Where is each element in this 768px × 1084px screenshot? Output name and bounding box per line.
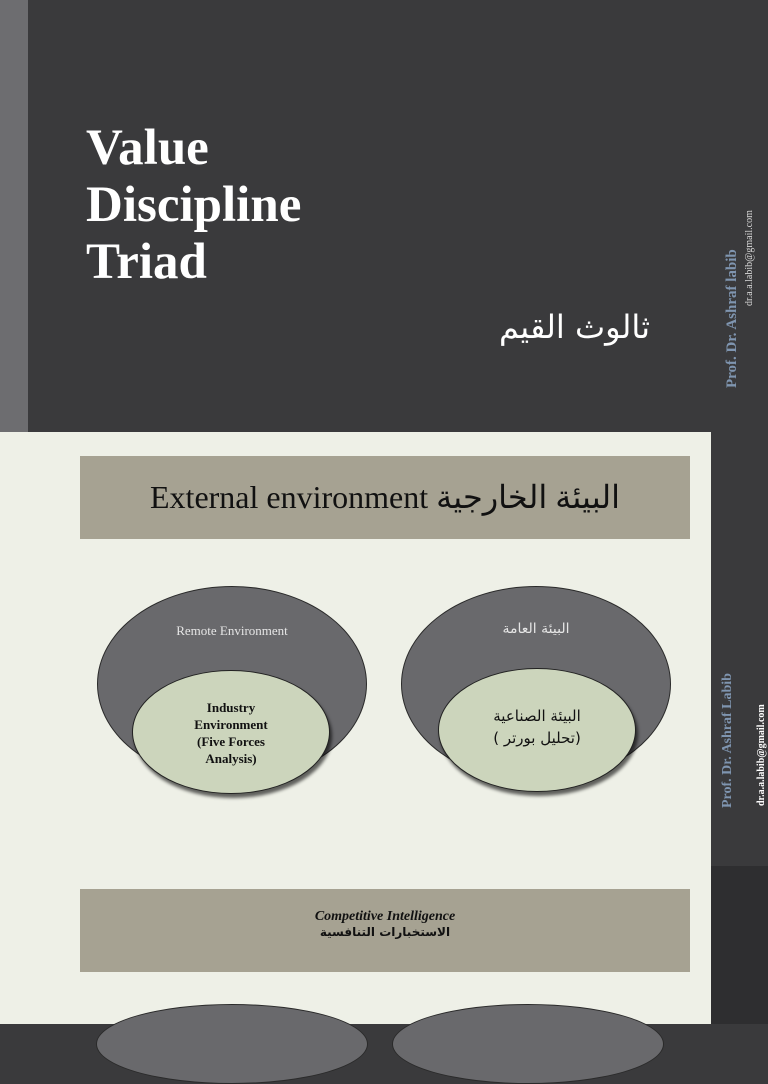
lower-right-ellipse bbox=[392, 1004, 664, 1084]
right-strip-lower bbox=[711, 866, 768, 1024]
industrial-line-1: البيئة الصناعية bbox=[493, 707, 581, 725]
author-name-vertical-2: Prof. Dr. Ashraf Labib bbox=[720, 673, 735, 808]
slide-panel bbox=[0, 432, 711, 1024]
title-line-2: Discipline bbox=[86, 177, 302, 233]
title-line-1: Value bbox=[86, 120, 209, 176]
industry-line-4: Analysis) bbox=[205, 751, 257, 766]
competitive-intelligence-label: Competitive Intelligence bbox=[314, 909, 456, 924]
header-banner bbox=[80, 456, 690, 539]
author-email-vertical-2: dr.a.a.labib@gmail.com bbox=[756, 704, 767, 806]
industrial-environment-text bbox=[439, 705, 635, 749]
competitive-intelligence-banner bbox=[80, 889, 690, 972]
industry-environment-ellipse bbox=[132, 670, 330, 794]
industry-line-3: (Five Forces bbox=[197, 734, 265, 749]
lower-left-ellipse bbox=[96, 1004, 368, 1084]
industry-line-1: Industry bbox=[206, 700, 256, 715]
banner-title: External environment البيئة الخارجية bbox=[150, 479, 620, 515]
remote-environment-label: Remote Environment bbox=[176, 623, 288, 638]
industry-environment-text bbox=[133, 699, 329, 767]
industrial-line-2: ( تحليل بورتر) bbox=[493, 729, 581, 747]
author-email-vertical: dr.a.a.labib@gmail.com bbox=[744, 210, 755, 306]
left-accent-strip bbox=[0, 0, 28, 432]
industry-line-2: Environment bbox=[194, 717, 268, 732]
title-slide bbox=[0, 0, 768, 432]
arabic-subtitle: ثالوث القيم bbox=[498, 308, 650, 346]
slide-title bbox=[86, 120, 301, 291]
title-line-3: Triad bbox=[86, 234, 207, 290]
competitive-intelligence-arabic: الاستخبارات التنافسية bbox=[319, 925, 451, 939]
general-environment-label: البيئة العامة bbox=[502, 621, 570, 637]
industrial-environment-ellipse bbox=[438, 668, 636, 792]
external-environment-slide bbox=[0, 432, 768, 1024]
author-name-vertical: Prof. Dr. Ashraf labib bbox=[724, 249, 740, 388]
